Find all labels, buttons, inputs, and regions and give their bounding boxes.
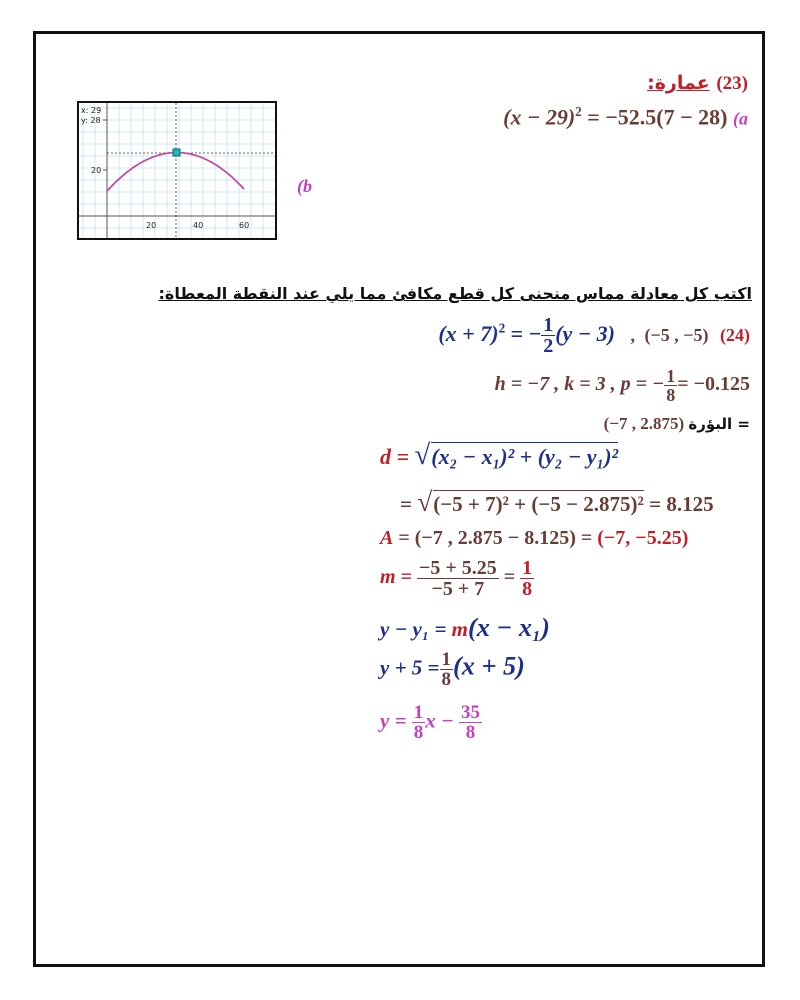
q24-substitution-line — [380, 650, 525, 689]
q24-pt-slope-rhs: (x − x₁) — [468, 613, 550, 642]
q24-pt-slope-lhs: y − y₁ = — [380, 617, 447, 641]
q24-m-result — [520, 558, 534, 599]
q24-step-lhs: y + 5 = — [380, 655, 440, 680]
graph-svg — [79, 103, 275, 238]
q24-d-inner: (x₂ − x₁)² + (y₂ − y₁)² — [431, 444, 619, 469]
q24-m-res-num: 1 — [522, 557, 533, 579]
q24-m-num: −5 + 5.25 — [418, 557, 497, 579]
q24-header — [438, 315, 750, 356]
radical-icon: √ — [414, 440, 431, 471]
q24-point-A-line — [380, 527, 688, 550]
q24-final-num2: 35 — [461, 702, 481, 723]
q24-final-lhs: y = — [380, 708, 407, 733]
q24-focus-value: (−7 , 2.875) — [603, 414, 685, 433]
q24-final-fraction-2 — [459, 703, 482, 742]
graph-vertex-marker[interactable] — [173, 149, 180, 156]
q24-eq-sign: = − — [510, 320, 542, 346]
q23-header — [647, 72, 748, 95]
parabola-graph — [77, 101, 277, 240]
graph-y-tick-label: 20 — [91, 166, 102, 175]
q24-hkp-frac-num: 1 — [666, 366, 676, 386]
q24-eq-lhs: (x + 7) — [438, 320, 499, 346]
q24-pt-slope-m: m — [451, 617, 468, 641]
q24-hkp-text: h = −7 , k = 3 , p = − — [494, 373, 665, 396]
q24-step-den: 8 — [441, 669, 452, 690]
q23-part-a-label: (a — [733, 108, 748, 129]
graph-grid — [79, 103, 275, 238]
graph-x-tick-label-40: 40 — [193, 221, 204, 230]
q23-part-a — [503, 104, 748, 130]
q24-focus-label: البؤرة = — [688, 415, 750, 433]
q24-d2-result: = 8.125 — [649, 492, 714, 516]
q24-final-mid: x − — [425, 708, 454, 733]
q24-final-fraction-1 — [412, 703, 426, 742]
q24-A-result: (−7, −5.25) — [597, 527, 689, 549]
q24-A-mid: = (−7 , 2.875 − 8.125) = — [398, 527, 593, 549]
graph-x-tick-label-60: 60 — [239, 221, 250, 230]
q23-part-b-label: (b — [297, 176, 312, 196]
q24-step-rhs: (x + 5) — [453, 651, 525, 681]
instruction-text: اكتب كل معادلة مماس منحنى كل قطع مكافئ مما يلي عند النقطة المعطاة: — [158, 284, 752, 303]
q24-hkp-fraction — [664, 367, 677, 404]
q23-part-a-exp: 2 — [575, 104, 582, 119]
q24-final-num1: 1 — [413, 702, 424, 723]
q24-final-den2: 8 — [459, 722, 482, 742]
q24-step-num: 1 — [441, 649, 452, 670]
q24-final-den1: 8 — [413, 722, 424, 743]
q23-title: عمارة: — [647, 72, 710, 94]
q24-m-den: −5 + 7 — [417, 578, 499, 599]
q24-final-answer — [380, 703, 482, 742]
q24-point: (−5 , −5) — [644, 324, 709, 345]
q24-number: (24) — [720, 324, 750, 345]
q24-m-res-den: 8 — [522, 578, 533, 600]
radical-icon-2: √ — [417, 487, 433, 517]
q24-comma: , — [630, 324, 635, 345]
q24-eq-exp: 2 — [498, 320, 506, 336]
q24-eq-frac-den: 2 — [543, 335, 554, 357]
q24-A-lhs: A — [380, 527, 394, 549]
parabola-curve — [107, 152, 244, 191]
q24-m-fraction — [417, 558, 499, 599]
q24-distance-value — [400, 487, 714, 518]
q24-eq-fraction — [541, 315, 555, 356]
q24-point-slope-form — [380, 613, 550, 643]
q24-step-fraction — [440, 650, 454, 689]
q24-focus-line — [604, 414, 750, 434]
graph-x-tick-label-20: 20 — [146, 221, 157, 230]
q24-distance-formula — [380, 440, 618, 472]
graph-readout-y: y: 28 — [81, 116, 101, 125]
q24-m-lhs: m = — [380, 566, 412, 589]
q23-number: (23) — [716, 73, 748, 94]
q24-m-eq: = — [503, 566, 516, 589]
q24-eq-rhs: (y − 3) — [555, 320, 615, 346]
graph-readout-x: x: 29 — [81, 106, 102, 115]
q24-hkp-end: = −0.125 — [677, 373, 750, 396]
q24-d2-inner: (−5 + 7)² + (−5 − 2.875)² — [433, 492, 644, 516]
q23-part-a-eq-lhs: (x − 29) — [503, 104, 576, 130]
q24-eq-frac-num: 1 — [543, 314, 554, 336]
q24-equation — [438, 314, 620, 357]
q24-d2-eq: = — [400, 492, 412, 516]
q24-slope-line — [380, 558, 534, 599]
q24-hkp-line — [495, 367, 750, 404]
q24-d-lhs: d = — [380, 444, 410, 469]
q24-hkp-frac-den: 8 — [666, 385, 676, 405]
q23-part-a-eq-rhs: = −52.5(7 − 28) — [587, 104, 728, 130]
